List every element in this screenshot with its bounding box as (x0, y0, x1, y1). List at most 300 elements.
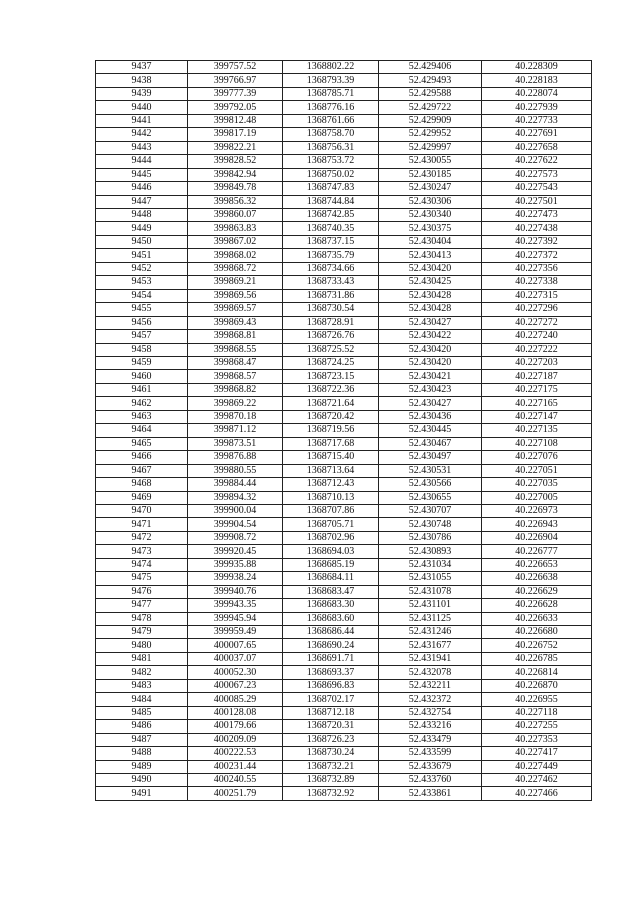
longitude-cell: 40.227939 (482, 101, 592, 114)
latitude-cell: 52.431101 (379, 599, 482, 612)
easting-cell: 399900.04 (188, 504, 283, 517)
table-row (96, 289, 592, 302)
table-row (96, 370, 592, 383)
point-id-cell: 9470 (96, 504, 188, 517)
easting-cell: 399869.43 (188, 316, 283, 329)
longitude-cell: 40.226653 (482, 558, 592, 571)
easting-cell: 400085.29 (188, 693, 283, 706)
longitude-cell: 40.227691 (482, 128, 592, 141)
point-id-cell: 9450 (96, 235, 188, 248)
northing-cell: 1368705.71 (283, 518, 379, 531)
table-row (96, 733, 592, 746)
northing-cell: 1368702.17 (283, 693, 379, 706)
northing-cell: 1368702.96 (283, 531, 379, 544)
northing-cell: 1368740.35 (283, 222, 379, 235)
longitude-cell: 40.226814 (482, 666, 592, 679)
point-id-cell: 9456 (96, 316, 188, 329)
easting-cell: 400240.55 (188, 774, 283, 787)
table-row (96, 195, 592, 208)
easting-cell: 399863.83 (188, 222, 283, 235)
northing-cell: 1368744.84 (283, 195, 379, 208)
latitude-cell: 52.430893 (379, 545, 482, 558)
longitude-cell: 40.227203 (482, 356, 592, 369)
latitude-cell: 52.430566 (379, 478, 482, 491)
table-row (96, 679, 592, 692)
easting-cell: 399868.55 (188, 343, 283, 356)
latitude-cell: 52.431034 (379, 558, 482, 571)
latitude-cell: 52.432754 (379, 706, 482, 719)
northing-cell: 1368802.22 (283, 61, 379, 74)
latitude-cell: 52.430420 (379, 262, 482, 275)
table-row (96, 572, 592, 585)
point-id-cell: 9452 (96, 262, 188, 275)
longitude-cell: 40.226777 (482, 545, 592, 558)
easting-cell: 399812.48 (188, 114, 283, 127)
point-id-cell: 9445 (96, 168, 188, 181)
latitude-cell: 52.430748 (379, 518, 482, 531)
easting-cell: 399945.94 (188, 612, 283, 625)
point-id-cell: 9437 (96, 61, 188, 74)
latitude-cell: 52.433679 (379, 760, 482, 773)
point-id-cell: 9459 (96, 356, 188, 369)
latitude-cell: 52.429588 (379, 87, 482, 100)
northing-cell: 1368722.36 (283, 383, 379, 396)
northing-cell: 1368712.18 (283, 706, 379, 719)
point-id-cell: 9457 (96, 330, 188, 343)
longitude-cell: 40.227296 (482, 303, 592, 316)
table-row (96, 666, 592, 679)
point-id-cell: 9482 (96, 666, 188, 679)
longitude-cell: 40.227272 (482, 316, 592, 329)
point-id-cell: 9477 (96, 599, 188, 612)
latitude-cell: 52.430497 (379, 451, 482, 464)
northing-cell: 1368732.89 (283, 774, 379, 787)
easting-cell: 399868.47 (188, 356, 283, 369)
point-id-cell: 9472 (96, 531, 188, 544)
table-row (96, 787, 592, 800)
easting-cell: 399920.45 (188, 545, 283, 558)
point-id-cell: 9438 (96, 74, 188, 87)
table-row (96, 61, 592, 74)
longitude-cell: 40.227438 (482, 222, 592, 235)
longitude-cell: 40.226629 (482, 585, 592, 598)
longitude-cell: 40.227449 (482, 760, 592, 773)
latitude-cell: 52.431677 (379, 639, 482, 652)
table-row (96, 451, 592, 464)
easting-cell: 399876.88 (188, 451, 283, 464)
northing-cell: 1368710.13 (283, 491, 379, 504)
latitude-cell: 52.430786 (379, 531, 482, 544)
point-id-cell: 9483 (96, 679, 188, 692)
table-row (96, 504, 592, 517)
coordinates-table (95, 60, 592, 801)
latitude-cell: 52.429952 (379, 128, 482, 141)
northing-cell: 1368726.23 (283, 733, 379, 746)
northing-cell: 1368691.71 (283, 652, 379, 665)
longitude-cell: 40.227338 (482, 276, 592, 289)
northing-cell: 1368753.72 (283, 155, 379, 168)
latitude-cell: 52.430467 (379, 437, 482, 450)
latitude-cell: 52.430247 (379, 182, 482, 195)
northing-cell: 1368719.56 (283, 424, 379, 437)
easting-cell: 399868.72 (188, 262, 283, 275)
easting-cell: 399871.12 (188, 424, 283, 437)
northing-cell: 1368731.86 (283, 289, 379, 302)
table-row (96, 760, 592, 773)
longitude-cell: 40.226628 (482, 599, 592, 612)
northing-cell: 1368758.70 (283, 128, 379, 141)
table-row (96, 747, 592, 760)
table-row (96, 222, 592, 235)
northing-cell: 1368737.15 (283, 235, 379, 248)
longitude-cell: 40.227315 (482, 289, 592, 302)
latitude-cell: 52.433599 (379, 747, 482, 760)
latitude-cell: 52.429909 (379, 114, 482, 127)
table-row (96, 182, 592, 195)
longitude-cell: 40.227051 (482, 464, 592, 477)
table-row (96, 545, 592, 558)
table-row (96, 316, 592, 329)
point-id-cell: 9468 (96, 478, 188, 491)
longitude-cell: 40.227118 (482, 706, 592, 719)
point-id-cell: 9463 (96, 410, 188, 423)
table-row (96, 693, 592, 706)
easting-cell: 399822.21 (188, 141, 283, 154)
point-id-cell: 9441 (96, 114, 188, 127)
northing-cell: 1368693.37 (283, 666, 379, 679)
longitude-cell: 40.227005 (482, 491, 592, 504)
easting-cell: 399935.88 (188, 558, 283, 571)
latitude-cell: 52.433216 (379, 720, 482, 733)
point-id-cell: 9464 (96, 424, 188, 437)
longitude-cell: 40.228074 (482, 87, 592, 100)
table-row (96, 249, 592, 262)
longitude-cell: 40.227622 (482, 155, 592, 168)
longitude-cell: 40.226973 (482, 504, 592, 517)
table-row (96, 531, 592, 544)
latitude-cell: 52.433479 (379, 733, 482, 746)
table-row (96, 356, 592, 369)
easting-cell: 399959.49 (188, 626, 283, 639)
point-id-cell: 9490 (96, 774, 188, 787)
easting-cell: 399869.56 (188, 289, 283, 302)
longitude-cell: 40.226785 (482, 652, 592, 665)
table-row (96, 208, 592, 221)
easting-cell: 400037.07 (188, 652, 283, 665)
table-row (96, 397, 592, 410)
northing-cell: 1368776.16 (283, 101, 379, 114)
northing-cell: 1368730.54 (283, 303, 379, 316)
easting-cell: 400209.09 (188, 733, 283, 746)
table-row (96, 774, 592, 787)
easting-cell: 399880.55 (188, 464, 283, 477)
table-row (96, 518, 592, 531)
point-id-cell: 9451 (96, 249, 188, 262)
latitude-cell: 52.432078 (379, 666, 482, 679)
point-id-cell: 9440 (96, 101, 188, 114)
easting-cell: 400179.66 (188, 720, 283, 733)
table-row (96, 464, 592, 477)
point-id-cell: 9474 (96, 558, 188, 571)
easting-cell: 399849.78 (188, 182, 283, 195)
northing-cell: 1368684.11 (283, 572, 379, 585)
northing-cell: 1368696.83 (283, 679, 379, 692)
point-id-cell: 9475 (96, 572, 188, 585)
latitude-cell: 52.430055 (379, 155, 482, 168)
northing-cell: 1368707.86 (283, 504, 379, 517)
easting-cell: 399867.02 (188, 235, 283, 248)
latitude-cell: 52.430531 (379, 464, 482, 477)
longitude-cell: 40.227222 (482, 343, 592, 356)
northing-cell: 1368793.39 (283, 74, 379, 87)
table-row (96, 128, 592, 141)
easting-cell: 399842.94 (188, 168, 283, 181)
table-row (96, 235, 592, 248)
point-id-cell: 9481 (96, 652, 188, 665)
northing-cell: 1368723.15 (283, 370, 379, 383)
northing-cell: 1368720.31 (283, 720, 379, 733)
latitude-cell: 52.430655 (379, 491, 482, 504)
easting-cell: 400007.65 (188, 639, 283, 652)
table-row (96, 612, 592, 625)
table-row (96, 168, 592, 181)
easting-cell: 399757.52 (188, 61, 283, 74)
easting-cell: 399940.76 (188, 585, 283, 598)
point-id-cell: 9461 (96, 383, 188, 396)
easting-cell: 399792.05 (188, 101, 283, 114)
longitude-cell: 40.227353 (482, 733, 592, 746)
easting-cell: 399766.97 (188, 74, 283, 87)
easting-cell: 400128.08 (188, 706, 283, 719)
latitude-cell: 52.429493 (379, 74, 482, 87)
latitude-cell: 52.431078 (379, 585, 482, 598)
longitude-cell: 40.228309 (482, 61, 592, 74)
table-row (96, 383, 592, 396)
latitude-cell: 52.430420 (379, 356, 482, 369)
table-row (96, 74, 592, 87)
easting-cell: 399943.35 (188, 599, 283, 612)
table-row (96, 491, 592, 504)
northing-cell: 1368686.44 (283, 626, 379, 639)
longitude-cell: 40.226680 (482, 626, 592, 639)
easting-cell: 399856.32 (188, 195, 283, 208)
northing-cell: 1368732.21 (283, 760, 379, 773)
point-id-cell: 9485 (96, 706, 188, 719)
point-id-cell: 9473 (96, 545, 188, 558)
table-row (96, 343, 592, 356)
longitude-cell: 40.227356 (482, 262, 592, 275)
table-row (96, 155, 592, 168)
longitude-cell: 40.227462 (482, 774, 592, 787)
point-id-cell: 9486 (96, 720, 188, 733)
point-id-cell: 9442 (96, 128, 188, 141)
point-id-cell: 9446 (96, 182, 188, 195)
easting-cell: 399884.44 (188, 478, 283, 491)
point-id-cell: 9471 (96, 518, 188, 531)
point-id-cell: 9448 (96, 208, 188, 221)
latitude-cell: 52.430306 (379, 195, 482, 208)
longitude-cell: 40.227473 (482, 208, 592, 221)
easting-cell: 399894.32 (188, 491, 283, 504)
longitude-cell: 40.227147 (482, 410, 592, 423)
easting-cell: 400231.44 (188, 760, 283, 773)
latitude-cell: 52.432211 (379, 679, 482, 692)
longitude-cell: 40.226752 (482, 639, 592, 652)
point-id-cell: 9458 (96, 343, 188, 356)
northing-cell: 1368735.79 (283, 249, 379, 262)
latitude-cell: 52.429406 (379, 61, 482, 74)
northing-cell: 1368717.68 (283, 437, 379, 450)
table-row (96, 114, 592, 127)
easting-cell: 399869.22 (188, 397, 283, 410)
easting-cell: 400052.30 (188, 666, 283, 679)
longitude-cell: 40.227573 (482, 168, 592, 181)
table-row (96, 141, 592, 154)
latitude-cell: 52.431125 (379, 612, 482, 625)
table-row (96, 303, 592, 316)
point-id-cell: 9488 (96, 747, 188, 760)
point-id-cell: 9480 (96, 639, 188, 652)
point-id-cell: 9454 (96, 289, 188, 302)
longitude-cell: 40.227372 (482, 249, 592, 262)
table-row (96, 87, 592, 100)
longitude-cell: 40.226904 (482, 531, 592, 544)
coordinates-table-body (96, 61, 592, 801)
northing-cell: 1368720.42 (283, 410, 379, 423)
easting-cell: 399868.81 (188, 330, 283, 343)
point-id-cell: 9465 (96, 437, 188, 450)
point-id-cell: 9487 (96, 733, 188, 746)
table-row (96, 410, 592, 423)
table-row (96, 639, 592, 652)
longitude-cell: 40.226638 (482, 572, 592, 585)
table-row (96, 478, 592, 491)
table-row (96, 101, 592, 114)
latitude-cell: 52.430340 (379, 208, 482, 221)
latitude-cell: 52.430413 (379, 249, 482, 262)
longitude-cell: 40.227417 (482, 747, 592, 760)
latitude-cell: 52.431055 (379, 572, 482, 585)
latitude-cell: 52.430185 (379, 168, 482, 181)
point-id-cell: 9479 (96, 626, 188, 639)
northing-cell: 1368683.47 (283, 585, 379, 598)
latitude-cell: 52.430428 (379, 289, 482, 302)
table-row (96, 585, 592, 598)
table-row (96, 720, 592, 733)
latitude-cell: 52.431941 (379, 652, 482, 665)
northing-cell: 1368756.31 (283, 141, 379, 154)
latitude-cell: 52.430707 (379, 504, 482, 517)
point-id-cell: 9467 (96, 464, 188, 477)
easting-cell: 399777.39 (188, 87, 283, 100)
point-id-cell: 9466 (96, 451, 188, 464)
longitude-cell: 40.226633 (482, 612, 592, 625)
table-row (96, 558, 592, 571)
latitude-cell: 52.430425 (379, 276, 482, 289)
easting-cell: 400222.53 (188, 747, 283, 760)
table-row (96, 424, 592, 437)
longitude-cell: 40.227543 (482, 182, 592, 195)
easting-cell: 399828.52 (188, 155, 283, 168)
table-row (96, 706, 592, 719)
latitude-cell: 52.430427 (379, 316, 482, 329)
northing-cell: 1368732.92 (283, 787, 379, 800)
easting-cell: 399860.07 (188, 208, 283, 221)
latitude-cell: 52.429722 (379, 101, 482, 114)
point-id-cell: 9489 (96, 760, 188, 773)
table-row (96, 262, 592, 275)
northing-cell: 1368728.91 (283, 316, 379, 329)
point-id-cell: 9491 (96, 787, 188, 800)
northing-cell: 1368721.64 (283, 397, 379, 410)
point-id-cell: 9460 (96, 370, 188, 383)
longitude-cell: 40.227076 (482, 451, 592, 464)
latitude-cell: 52.430375 (379, 222, 482, 235)
latitude-cell: 52.430423 (379, 383, 482, 396)
easting-cell: 400251.79 (188, 787, 283, 800)
longitude-cell: 40.227501 (482, 195, 592, 208)
latitude-cell: 52.430422 (379, 330, 482, 343)
northing-cell: 1368747.83 (283, 182, 379, 195)
northing-cell: 1368685.19 (283, 558, 379, 571)
longitude-cell: 40.227255 (482, 720, 592, 733)
longitude-cell: 40.227658 (482, 141, 592, 154)
point-id-cell: 9439 (96, 87, 188, 100)
easting-cell: 399938.24 (188, 572, 283, 585)
point-id-cell: 9455 (96, 303, 188, 316)
northing-cell: 1368733.43 (283, 276, 379, 289)
point-id-cell: 9444 (96, 155, 188, 168)
easting-cell: 399869.21 (188, 276, 283, 289)
northing-cell: 1368712.43 (283, 478, 379, 491)
latitude-cell: 52.430420 (379, 343, 482, 356)
longitude-cell: 40.227466 (482, 787, 592, 800)
northing-cell: 1368724.25 (283, 356, 379, 369)
northing-cell: 1368690.24 (283, 639, 379, 652)
point-id-cell: 9453 (96, 276, 188, 289)
easting-cell: 399908.72 (188, 531, 283, 544)
table-row (96, 652, 592, 665)
longitude-cell: 40.228183 (482, 74, 592, 87)
point-id-cell: 9484 (96, 693, 188, 706)
easting-cell: 399868.02 (188, 249, 283, 262)
point-id-cell: 9462 (96, 397, 188, 410)
point-id-cell: 9469 (96, 491, 188, 504)
longitude-cell: 40.227187 (482, 370, 592, 383)
northing-cell: 1368730.24 (283, 747, 379, 760)
table-row (96, 437, 592, 450)
latitude-cell: 52.430436 (379, 410, 482, 423)
northing-cell: 1368683.60 (283, 612, 379, 625)
easting-cell: 399869.57 (188, 303, 283, 316)
latitude-cell: 52.430428 (379, 303, 482, 316)
point-id-cell: 9443 (96, 141, 188, 154)
latitude-cell: 52.431246 (379, 626, 482, 639)
northing-cell: 1368694.03 (283, 545, 379, 558)
easting-cell: 399868.57 (188, 370, 283, 383)
northing-cell: 1368726.76 (283, 330, 379, 343)
longitude-cell: 40.227175 (482, 383, 592, 396)
northing-cell: 1368785.71 (283, 87, 379, 100)
latitude-cell: 52.433861 (379, 787, 482, 800)
longitude-cell: 40.226955 (482, 693, 592, 706)
table-row (96, 626, 592, 639)
northing-cell: 1368725.52 (283, 343, 379, 356)
longitude-cell: 40.226943 (482, 518, 592, 531)
latitude-cell: 52.430427 (379, 397, 482, 410)
easting-cell: 400067.23 (188, 679, 283, 692)
northing-cell: 1368750.02 (283, 168, 379, 181)
